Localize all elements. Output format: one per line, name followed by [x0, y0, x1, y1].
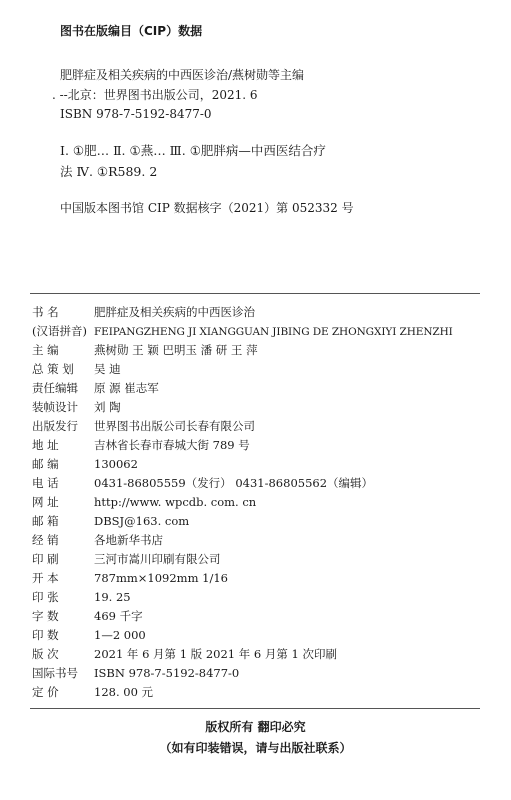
- info-label: 字 数: [32, 609, 59, 623]
- info-row: [32, 665, 239, 681]
- info-label: 开 本: [32, 571, 59, 585]
- top-divider: [30, 293, 480, 294]
- info-label: 印 刷: [32, 552, 59, 566]
- info-label: (汉语拼音): [32, 324, 87, 338]
- info-row: [32, 684, 153, 700]
- info-label: 电 话: [32, 476, 59, 490]
- info-value: 世界图书出版公司长春有限公司: [94, 419, 255, 433]
- info-value: 0431-86805559（发行） 0431-86805562（编辑）: [94, 476, 374, 490]
- info-row: [32, 380, 159, 396]
- rights-statement: 版权所有 翻印必究: [205, 720, 306, 734]
- info-value: ISBN 978-7-5192-8477-0: [94, 666, 240, 680]
- info-value: http://www. wpcdb. com. cn: [94, 495, 257, 509]
- info-row: [32, 418, 255, 434]
- info-label: 地 址: [32, 438, 59, 452]
- printing-error-notice: （如有印装错误，请与出版社联系）: [159, 741, 352, 755]
- info-label: 总 策 划: [32, 362, 74, 376]
- info-value: 2021 年 6 月第 1 版 2021 年 6 月第 1 次印刷: [94, 647, 338, 661]
- info-row: [32, 342, 258, 358]
- info-label: 责任编辑: [32, 381, 78, 395]
- cip-record-number: 中国版本图书馆 CIP 数据核字（2021）第 052332 号: [60, 201, 354, 215]
- info-row: [32, 494, 256, 510]
- info-label: 邮 箱: [32, 514, 59, 528]
- info-value: 128. 00 元: [94, 685, 154, 699]
- cip-classification-line-2: 法 Ⅳ. ①R589. 2: [60, 164, 158, 179]
- cip-title-line: 肥胖症及相关疾病的中西医诊治/燕树勋等主编: [60, 68, 305, 82]
- info-value: 各地新华书店: [94, 533, 163, 547]
- info-label: 定 价: [32, 685, 59, 699]
- info-value: 吴 迪: [94, 362, 121, 376]
- info-row: [32, 475, 373, 491]
- info-value: 469 千字: [94, 609, 143, 623]
- cip-isbn-line: ISBN 978-7-5192-8477-0: [60, 107, 212, 121]
- info-label: 邮 编: [32, 457, 59, 471]
- info-value: 1—2 000: [94, 628, 146, 642]
- info-value: FEIPANGZHENG JI XIANGGUAN JIBING DE ZHONGXIYI ZHENZHI: [94, 326, 453, 338]
- info-label: 书 名: [32, 305, 59, 319]
- bottom-divider: [30, 708, 480, 709]
- info-value: 燕树勋 王 颖 巴明玉 潘 研 王 萍: [94, 343, 258, 357]
- info-row: [32, 399, 121, 415]
- info-row: [32, 532, 163, 548]
- info-value: 吉林省长春市春城大街 789 号: [94, 438, 250, 452]
- info-row: [32, 589, 131, 605]
- info-label: 主 编: [32, 343, 59, 357]
- cip-publisher-line: . --北京：世界图书出版公司，2021. 6: [52, 88, 258, 102]
- info-label: 版 次: [32, 647, 59, 661]
- info-value: 19. 25: [94, 590, 131, 604]
- info-row: [32, 551, 221, 567]
- cip-classification-line: Ⅰ. ①肥… Ⅱ. ①燕… Ⅲ. ①肥胖病—中西医结合疗: [60, 143, 326, 158]
- info-label: 装帧设计: [32, 400, 78, 414]
- info-value: DBSJ@163. com: [94, 514, 190, 528]
- info-value: 787mm×1092mm 1/16: [94, 571, 228, 585]
- info-label: 经 销: [32, 533, 59, 547]
- info-row: [32, 361, 121, 377]
- info-label: 印 张: [32, 590, 59, 604]
- info-row: [32, 627, 146, 643]
- info-label: 网 址: [32, 495, 59, 509]
- info-value: 130062: [94, 457, 138, 471]
- info-value: 肥胖症及相关疾病的中西医诊治: [94, 305, 255, 319]
- info-row: [32, 437, 250, 453]
- info-value: 原 源 崔志军: [94, 381, 159, 395]
- info-row: [32, 608, 143, 624]
- info-value: 三河市嵩川印刷有限公司: [94, 552, 221, 566]
- cip-heading: 图书在版编目（CIP）数据: [60, 24, 203, 38]
- info-row: [32, 513, 189, 529]
- info-row: [32, 570, 228, 586]
- info-row: [32, 456, 138, 472]
- info-label: 出版发行: [32, 419, 78, 433]
- info-label: 国际书号: [32, 666, 78, 680]
- info-row: [32, 646, 337, 662]
- info-value: 刘 陶: [94, 400, 121, 414]
- info-row: [32, 304, 255, 320]
- info-row: [32, 323, 453, 339]
- info-label: 印 数: [32, 628, 59, 642]
